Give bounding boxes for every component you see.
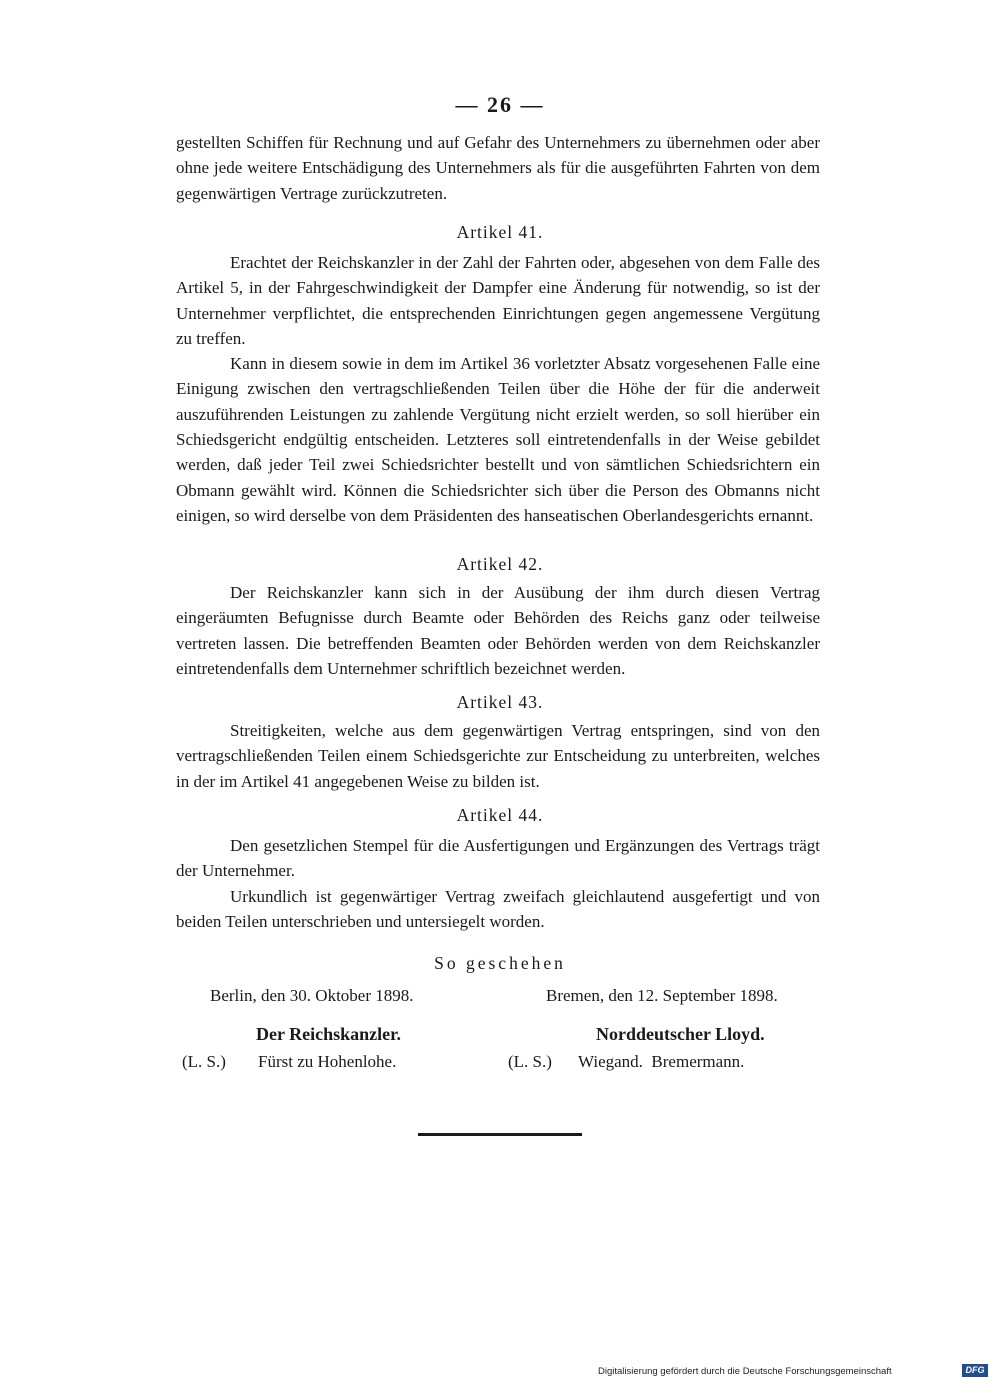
signature-left-seal: (L. S.): [182, 1052, 226, 1071]
signature-right-seal: (L. S.): [508, 1052, 552, 1071]
article-heading: Artikel 44.: [456, 805, 544, 825]
article-heading: Artikel 42.: [456, 554, 544, 574]
paragraph: Erachtet der Reichskanzler in der Zahl der Fahrten oder, abgesehen von dem Falle des Artikel 5, in der Fahrgeschwindigkeit der Dampfer eine Änderung für notwendig, so ist der Unternehmer verpflichtet, die entsprechenden Einrichtungen gegen angemessene Vergütung zu treffen.: [176, 253, 820, 348]
paragraph: gestellten Schiffen für Rechnung und auf Gefahr des Unternehmers zu übernehmen oder aber ohne jede weitere Entschädigung des Unternehmers als für die ausgeführten Fahrten von dem gegenwärtigen Vertrage zurückzutreten.: [176, 133, 820, 203]
article-body: [176, 580, 820, 681]
article-body: [176, 718, 820, 794]
dfg-logo-icon: DFG: [962, 1364, 988, 1377]
paragraph: Urkundlich ist gegenwärtiger Vertrag zweifach gleichlautend ausgefertigt und von beiden Teilen unterschrieben und untersiegelt worden.: [176, 886, 820, 931]
signature-left-place-date: Berlin, den 30. Oktober 1898.: [210, 986, 414, 1005]
article-body: [176, 250, 820, 528]
paragraph: Kann in diesem sowie in dem im Artikel 36 vorletzter Absatz vorgesehenen Falle eine Einigung zwischen den vertragschließenden Teilen über die Höhe der für die anderweit auszuführenden Leistungen zu zahlende Vergütung nicht erzielt werden, so soll hierüber ein Schiedsgericht endgültig entscheiden. Letzteres soll eintretendenfalls in der Weise gebildet werden, daß jeder Teil zwei Schiedsrichter bestellt und von sämtlichen Schiedsrichtern ein Obmann gewählt wird. Können die Schiedsrichter sich über die Person des Obmanns nicht einigen, so wird derselbe von dem Präsidenten des hanseatischen Oberlandesgerichts ernannt.: [176, 354, 820, 525]
article-heading: Artikel 41.: [456, 222, 544, 242]
paragraph: Den gesetzlichen Stempel für die Ausfertigungen und Ergänzungen des Vertrags trägt der Unternehmer.: [176, 836, 820, 881]
signature-right-title: Norddeutscher Lloyd.: [596, 1024, 765, 1044]
signature-left-name: Fürst zu Hohenlohe.: [258, 1052, 397, 1071]
closing-formula: So geschehen: [434, 953, 566, 973]
article-heading: Artikel 43.: [456, 692, 544, 712]
page-number: — 26 —: [455, 92, 545, 117]
signature-left-title: Der Reichskanzler.: [256, 1024, 401, 1044]
signature-right-name: Wiegand. Bremermann.: [578, 1052, 745, 1071]
article-body: [176, 833, 820, 934]
continuation-paragraph: [176, 130, 820, 206]
digitization-credit: Digitalisierung gefördert durch die Deutsche Forschungsgemeinschaft: [598, 1366, 892, 1377]
closing-rule: [418, 1133, 582, 1136]
paragraph: Streitigkeiten, welche aus dem gegenwärtigen Vertrag entspringen, sind von den vertragschließenden Teilen einem Schiedsgerichte zur Entscheidung zu unterbreiten, welches in der im Artikel 41 angegebenen Weise zu bilden ist.: [176, 721, 820, 791]
paragraph: Der Reichskanzler kann sich in der Ausübung der ihm durch diesen Vertrag eingeräumten Befugnisse durch Beamte oder Behörden des Reichs ganz oder teilweise vertreten lassen. Die betreffenden Beamten oder Behörden werden von dem Reichskanzler eintretendenfalls dem Unternehmer schriftlich bezeichnet werden.: [176, 583, 820, 678]
signature-right-place-date: Bremen, den 12. September 1898.: [546, 986, 778, 1005]
